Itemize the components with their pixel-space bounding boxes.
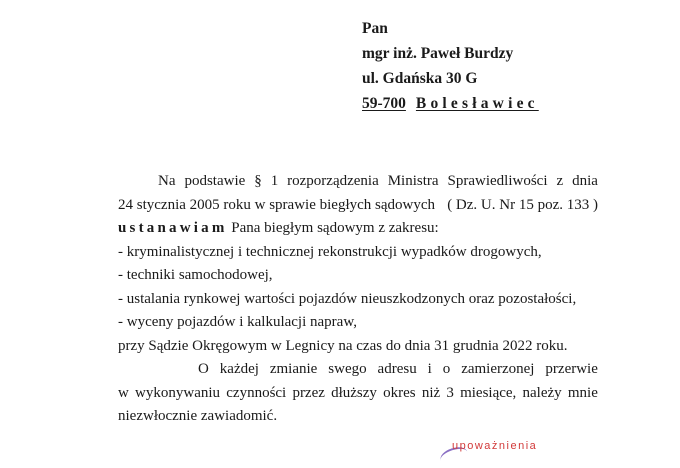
addressee-block xyxy=(362,16,539,116)
notice-word: zmianie xyxy=(269,361,318,377)
intro-word: 1 xyxy=(270,173,279,189)
notice-word: niż xyxy=(421,384,441,401)
notice-word: 3 xyxy=(446,384,454,401)
addressee-street: ul. Gdańska 30 G xyxy=(362,70,478,87)
notice-word: należy xyxy=(522,384,562,401)
intro-word: Ministra xyxy=(387,173,439,189)
notice-word: czynności xyxy=(226,384,287,401)
letter-body xyxy=(118,170,598,429)
notice-line-2 xyxy=(118,382,598,406)
appointment-line xyxy=(118,217,598,241)
intro-word: z xyxy=(556,173,564,189)
appointment-rest: Pana biegłym sądowym z zakresu: xyxy=(231,220,439,236)
intro-line-2 xyxy=(118,194,598,218)
intro-word: 24 stycznia 2005 roku w sprawie biegłych sądowych xyxy=(118,196,436,213)
notice-word: o xyxy=(442,361,451,377)
notice-word: adresu xyxy=(377,361,417,377)
notice-word: okres xyxy=(383,384,416,401)
intro-word: Sprawiedliwości xyxy=(447,173,548,189)
addressee-city-line xyxy=(362,91,539,116)
notice-line-3: niezwłocznie zawiadomić. xyxy=(118,408,278,424)
scope-item: - kryminalistycznej i technicznej rekonstrukcji wypadków drogowych, xyxy=(118,243,542,260)
notice-word: każdej xyxy=(219,361,259,377)
intro-line-1 xyxy=(118,170,598,194)
notice-word: dłuższy xyxy=(331,384,377,401)
notice-line-1 xyxy=(118,358,598,382)
intro-word: dnia xyxy=(572,173,598,189)
notice-word: w xyxy=(118,384,129,401)
appointment-word: ustanawiam xyxy=(118,220,228,236)
notice-word: miesiące, xyxy=(460,384,517,401)
intro-word: § xyxy=(254,173,262,189)
notice-word: przez xyxy=(292,384,325,401)
intro-word: Na xyxy=(158,173,176,189)
notice-word: zamierzonej xyxy=(461,361,535,377)
addressee-name: mgr inż. Paweł Burdzy xyxy=(362,45,514,62)
scope-item: - techniki samochodowej, xyxy=(118,267,273,283)
intro-word: ( Dz. U. Nr 15 poz. 133 ) xyxy=(447,196,598,213)
notice-word: i xyxy=(427,361,432,377)
stamp-text: upoważnienia xyxy=(452,440,538,452)
notice-word: przerwie xyxy=(545,361,598,377)
notice-word: mnie xyxy=(567,384,598,401)
intro-word: rozporządzenia xyxy=(287,173,379,189)
addressee-salutation: Pan xyxy=(362,20,388,37)
scope-item: - ustalania rynkowej wartości pojazdów nieuszkodzonych oraz pozostałości, xyxy=(118,290,577,307)
notice-word: wykonywaniu xyxy=(135,384,221,401)
notice-word: swego xyxy=(328,361,367,377)
addressee-city: Bolesławiec xyxy=(415,95,539,112)
addressee-postal-code: 59-700 xyxy=(362,95,406,112)
scope-item: - wyceny pojazdów i kalkulacji napraw, xyxy=(118,314,357,330)
court-line: przy Sądzie Okręgowym w Legnicy na czas do dnia 31 grudnia 2022 roku. xyxy=(118,337,568,354)
notice-word: O xyxy=(198,361,209,377)
scope-list xyxy=(118,241,598,335)
intro-word: podstawie xyxy=(184,173,246,189)
